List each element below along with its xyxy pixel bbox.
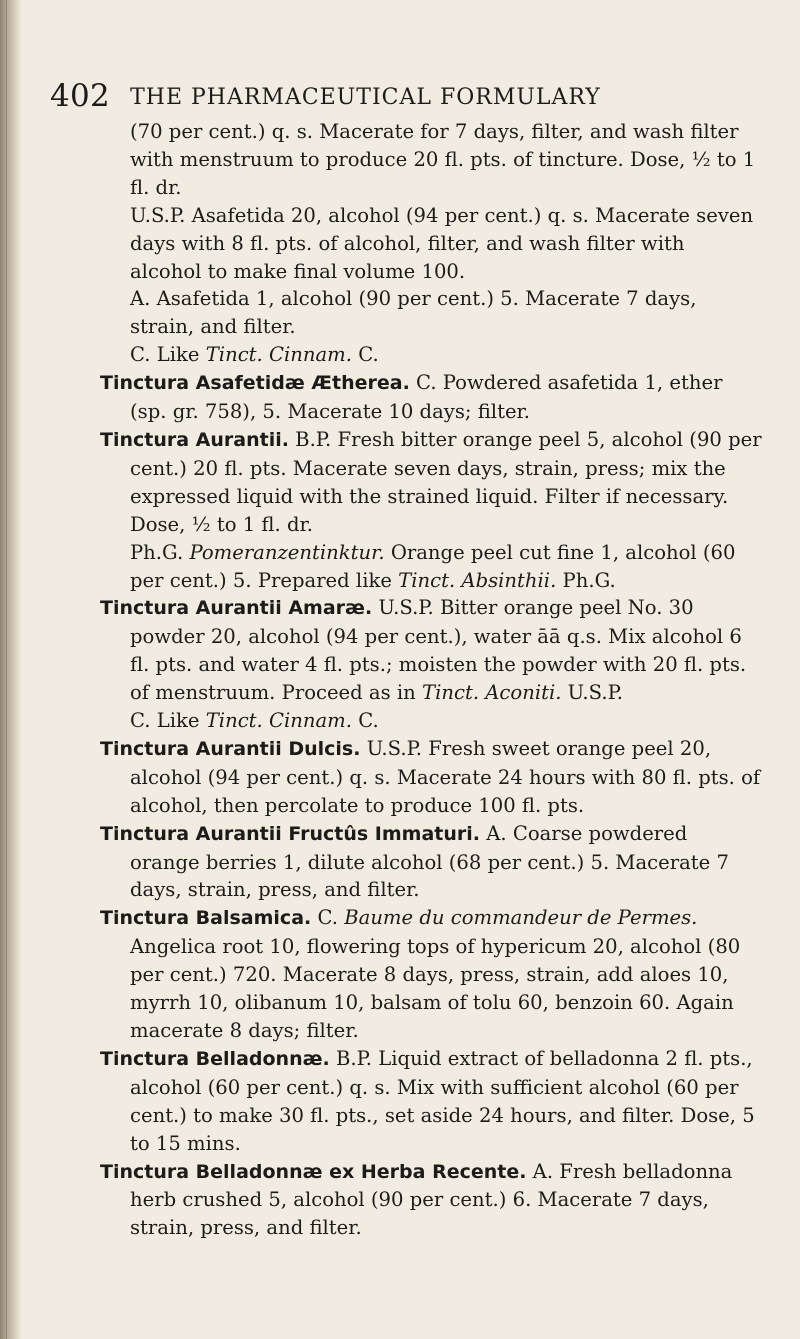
paragraph-c-asafetida: [100, 341, 762, 369]
entry-text: A. Fresh belladonna herb crushed 5, alcohol (90 per cent.) 6. Macerate 7 days, strain, press, and filter.: [130, 1159, 733, 1240]
entry-text: B.P. Fresh bitter orange peel 5, alcohol (90 per cent.) 20 fl. pts. Macerate seven days, strain, press; mix the expressed liquid with the strained liquid. Filter if necessary. Dose, ½ to 1 fl. dr.: [130, 427, 762, 536]
page-body: [100, 118, 762, 1242]
entry-aurantii-amarae: [100, 594, 762, 707]
italic-reference: Baume du commandeur de Permes.: [344, 906, 698, 930]
book-spine-shadow: [0, 0, 22, 1339]
paragraph-text: C. Like: [130, 343, 206, 367]
running-title: THE PHARMACEUTICAL FORMULARY: [130, 85, 601, 110]
italic-reference: Tinct. Aconiti.: [422, 681, 562, 705]
entry-belladonnae-herba-recente: [100, 1158, 762, 1243]
paragraph-text: Ph.G.: [130, 540, 190, 564]
entry-aurantii-fructus-immaturi: [100, 820, 762, 905]
paragraph-text: C. Like: [130, 709, 206, 733]
entry-aurantii-dulcis: [100, 735, 762, 820]
italic-reference: Pomeranzentinktur.: [189, 540, 385, 564]
entry-title: Tinctura Belladonnæ ex Herba Recente.: [100, 1160, 527, 1183]
entry-asafetidae-aetherea: [100, 369, 762, 426]
paragraph-usp-asafetida: [100, 202, 762, 286]
paragraph-text: C.: [351, 709, 379, 733]
entry-balsamica: [100, 904, 762, 1045]
spine-edge-line: [6, 0, 7, 1339]
paragraph-continuation: [100, 118, 762, 202]
entry-text: C. Powdered asafetida 1, ether (sp. gr. 758), 5. Macerate 10 days; filter.: [130, 371, 723, 424]
entry-title: Tinctura Aurantii.: [100, 428, 289, 451]
paragraph-text: (70 per cent.) q. s. Macerate for 7 days, filter, and wash filter with menstruum to produce 20 fl. pts. of tincture. Dose, ½ to 1 fl. dr.: [130, 120, 756, 199]
paragraph-a-asafetida: [100, 285, 762, 341]
page-number: 402: [50, 78, 111, 114]
entry-belladonnae: [100, 1045, 762, 1158]
entry-title: Tinctura Aurantii Amaræ.: [100, 597, 373, 620]
entry-text: Angelica root 10, flowering tops of hypericum 20, alcohol (80 per cent.) 720. Macerate 8 days, press, strain, add aloes 10, myrrh 10, olibanum 10, balsam of tolu 60, benzoin 60. Again macerate 8 days; filter.: [130, 935, 741, 1042]
entry-text: A. Coarse powdered orange berries 1, dilute alcohol (68 per cent.) 5. Macerate 7 days, strain, press, and filter.: [130, 821, 729, 902]
entry-text: C.: [311, 906, 345, 930]
italic-reference: Tinct. Cinnam.: [205, 709, 352, 733]
entry-text: B.P. Liquid extract of belladonna 2 fl. pts., alcohol (60 per cent.) q. s. Mix with sufficient alcohol (60 per cent.) to make 30 fl. pts., set aside 24 hours, and filter. Dose, 5 to 15 mins.: [130, 1046, 755, 1155]
entry-text: U.S.P. Bitter orange peel No. 30 powder 20, alcohol (94 per cent.), water āā q.s. Mix alcohol 6 fl. pts. and water 4 fl. pts.; moisten the powder with 20 fl. pts. of menstruum. Proceed as in: [130, 596, 747, 705]
entry-title: Tinctura Asafetidæ Ætherea.: [100, 372, 410, 395]
paragraph-phg-pomeranzen: [100, 539, 762, 595]
paragraph-text: Orange peel cut fine 1, alcohol (60 per cent.) 5. Prepared like: [130, 540, 736, 592]
entry-title: Tinctura Balsamica.: [100, 907, 312, 930]
italic-reference: Tinct. Absinthii.: [398, 568, 557, 592]
entry-title: Tinctura Aurantii Fructûs Immaturi.: [100, 822, 480, 845]
entry-title: Tinctura Aurantii Dulcis.: [100, 737, 361, 760]
entry-aurantii: [100, 426, 762, 539]
entry-text: U.S.P.: [561, 681, 624, 705]
entry-text: U.S.P. Fresh sweet orange peel 20, alcohol (94 per cent.) q. s. Macerate 24 hours with 80 fl. pts. of alcohol, then percolate to produce 100 fl. pts.: [130, 736, 761, 817]
paragraph-text: C.: [351, 343, 379, 367]
entry-title: Tinctura Belladonnæ.: [100, 1047, 330, 1070]
paragraph-c-amarae: [100, 707, 762, 735]
paragraph-text: A. Asafetida 1, alcohol (90 per cent.) 5. Macerate 7 days, strain, and filter.: [130, 287, 697, 339]
paragraph-text: Ph.G.: [556, 568, 616, 592]
italic-reference: Tinct. Cinnam.: [205, 343, 352, 367]
paragraph-text: U.S.P. Asafetida 20, alcohol (94 per cent.) q. s. Macerate seven days with 8 fl. pts. of alcohol, filter, and wash filter with alcohol to make final volume 100.: [130, 203, 754, 283]
page-header: [50, 78, 750, 114]
